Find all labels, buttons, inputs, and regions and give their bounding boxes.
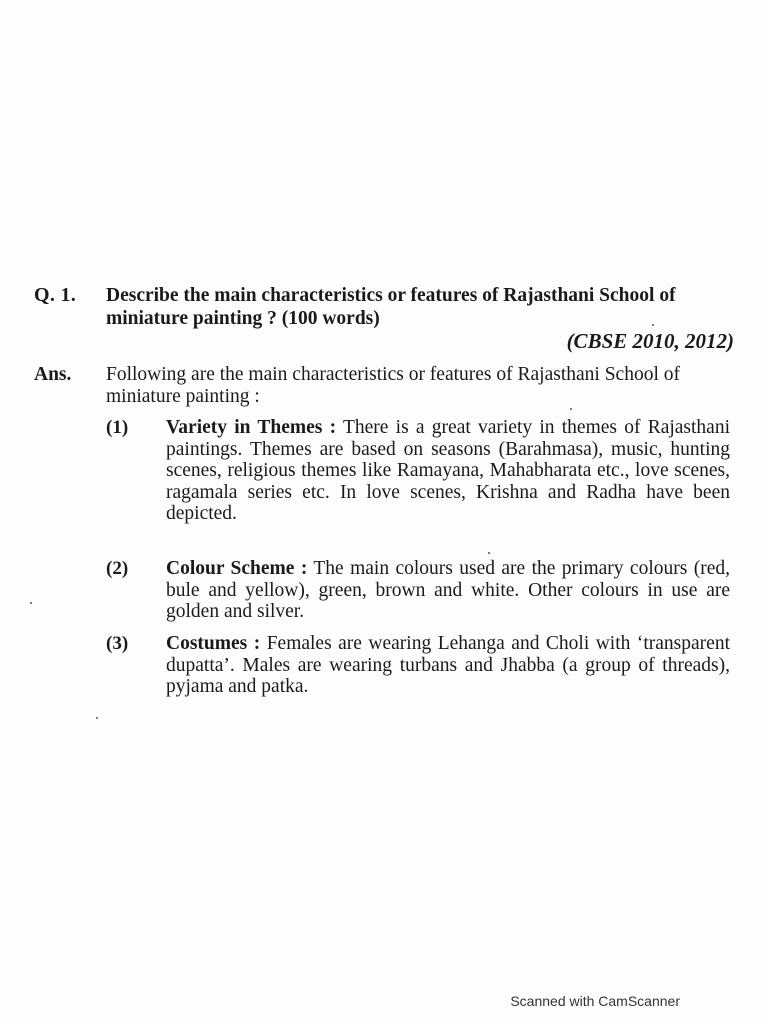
question-number: Q. 1. [34, 284, 77, 306]
point-body: Females are wearing Lehanga and Choli with ‘transparent dupatta’. Males are wearing turbans and Jhabba (a group of threads), pyjama and patka. [166, 633, 730, 697]
point-number: (1) [106, 417, 129, 438]
question-source: (CBSE 2010, 2012) [566, 329, 734, 353]
point-number: (2) [106, 558, 129, 579]
scan-speck [570, 408, 572, 410]
answer-intro: Following are the main characteristics or features of Rajasthani School of miniature painting : [106, 364, 680, 407]
answer-label: Ans. [34, 364, 72, 385]
scan-speck [488, 552, 490, 554]
question-text: Describe the main characteristics or features of Rajasthani School of miniature painting ? (100 words) [106, 285, 676, 329]
point-text [166, 633, 730, 698]
scan-speck [652, 324, 654, 326]
point-text [166, 417, 730, 525]
point-text [166, 558, 730, 623]
point-number: (3) [106, 633, 129, 654]
point-title: Variety in Themes : [166, 417, 337, 438]
point-title: Costumes : [166, 633, 261, 654]
scan-speck [30, 602, 32, 604]
camscanner-watermark: Scanned with CamScanner [510, 993, 680, 1009]
point-title: Colour Scheme : [166, 558, 308, 579]
point-body: There is a great variety in themes of Rajasthani paintings. Themes are based on seasons (Barahmasa), music, hunting scenes, religious themes like Ramayana, Mahabharata etc., love scenes, ragamala series etc. In love scenes, Krishna and Radha have been depicted. [166, 417, 731, 524]
scan-speck [96, 717, 98, 719]
point-body: The main colours used are the primary colours (red, bule and yellow), green, brown and white. Other colours in use are golden and silver. [166, 558, 730, 622]
